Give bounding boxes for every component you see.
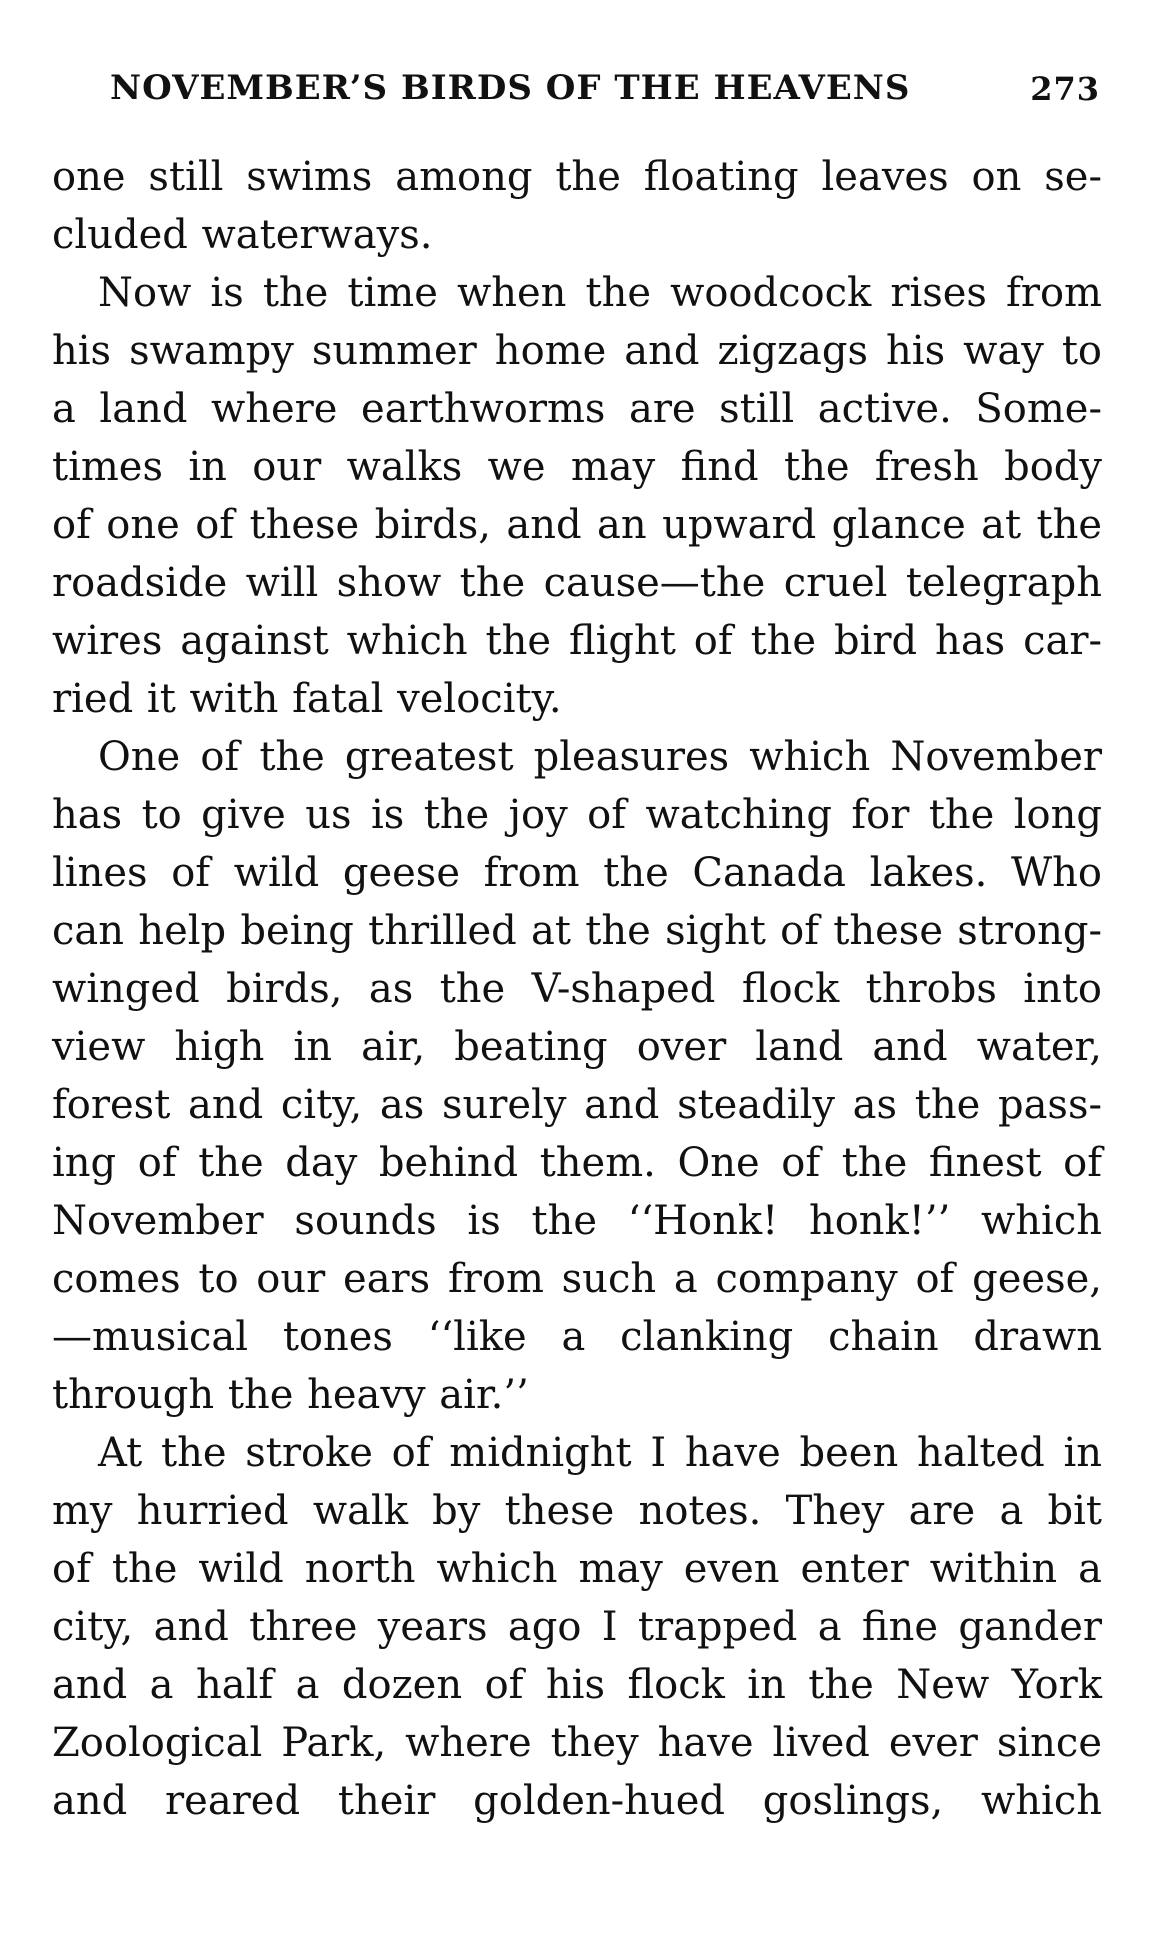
text-line: comes to our ears from such a company of geese, [52,1256,1102,1302]
body-text [52,148,1102,1830]
text-line: through the heavy air.’’ [52,1372,529,1418]
text-line: times in our walks we may find the fresh body [52,444,1102,490]
text-line: roadside will show the cause—the cruel telegraph [52,560,1102,606]
text-line: and a half a dozen of his flock in the New York [52,1662,1102,1708]
text-line: cluded waterways. [52,212,433,258]
text-line: winged birds, as the V-shaped flock throbs into [52,966,1102,1012]
text-line: can help being thrilled at the sight of these strong- [52,908,1102,954]
text-line: has to give us is the joy of watching for the long [52,792,1102,838]
text-line: a land where earthworms are still active. Some- [52,386,1102,432]
text-line: view high in air, beating over land and water, [52,1024,1102,1070]
text-line: ing of the day behind them. One of the finest of [52,1140,1102,1186]
text-line: wires against which the flight of the bird has car- [52,618,1102,664]
text-line: of the wild north which may even enter within a [52,1546,1102,1592]
text-line: Zoological Park, where they have lived ever since [52,1720,1102,1766]
text-line: One of the greatest pleasures which November [98,734,1102,780]
text-line: of one of these birds, and an upward glance at the [52,502,1102,548]
text-line: one still swims among the floating leaves on se- [52,154,1102,200]
running-head [110,68,1100,118]
text-line: Now is the time when the woodcock rises from [98,270,1102,316]
text-line: forest and city, as surely and steadily as the pass- [52,1082,1102,1128]
text-line: my hurried walk by these notes. They are a bit [52,1488,1102,1534]
text-line: ried it with fatal velocity. [52,676,562,722]
text-line: At the stroke of midnight I have been halted in [98,1430,1102,1476]
text-line: and reared their golden-hued goslings, which [52,1778,1102,1824]
text-line: lines of wild geese from the Canada lakes. Who [52,850,1102,896]
page-number: 273 [1030,70,1100,108]
text-line: —musical tones ‘‘like a clanking chain drawn [52,1314,1102,1360]
text-line: his swampy summer home and zigzags his way to [52,328,1102,374]
running-title: NOVEMBER’S BIRDS OF THE HEAVENS [110,68,911,108]
text-line: November sounds is the ‘‘Honk! honk!’’ which [52,1198,1102,1244]
text-line: city, and three years ago I trapped a fine gander [52,1604,1102,1650]
